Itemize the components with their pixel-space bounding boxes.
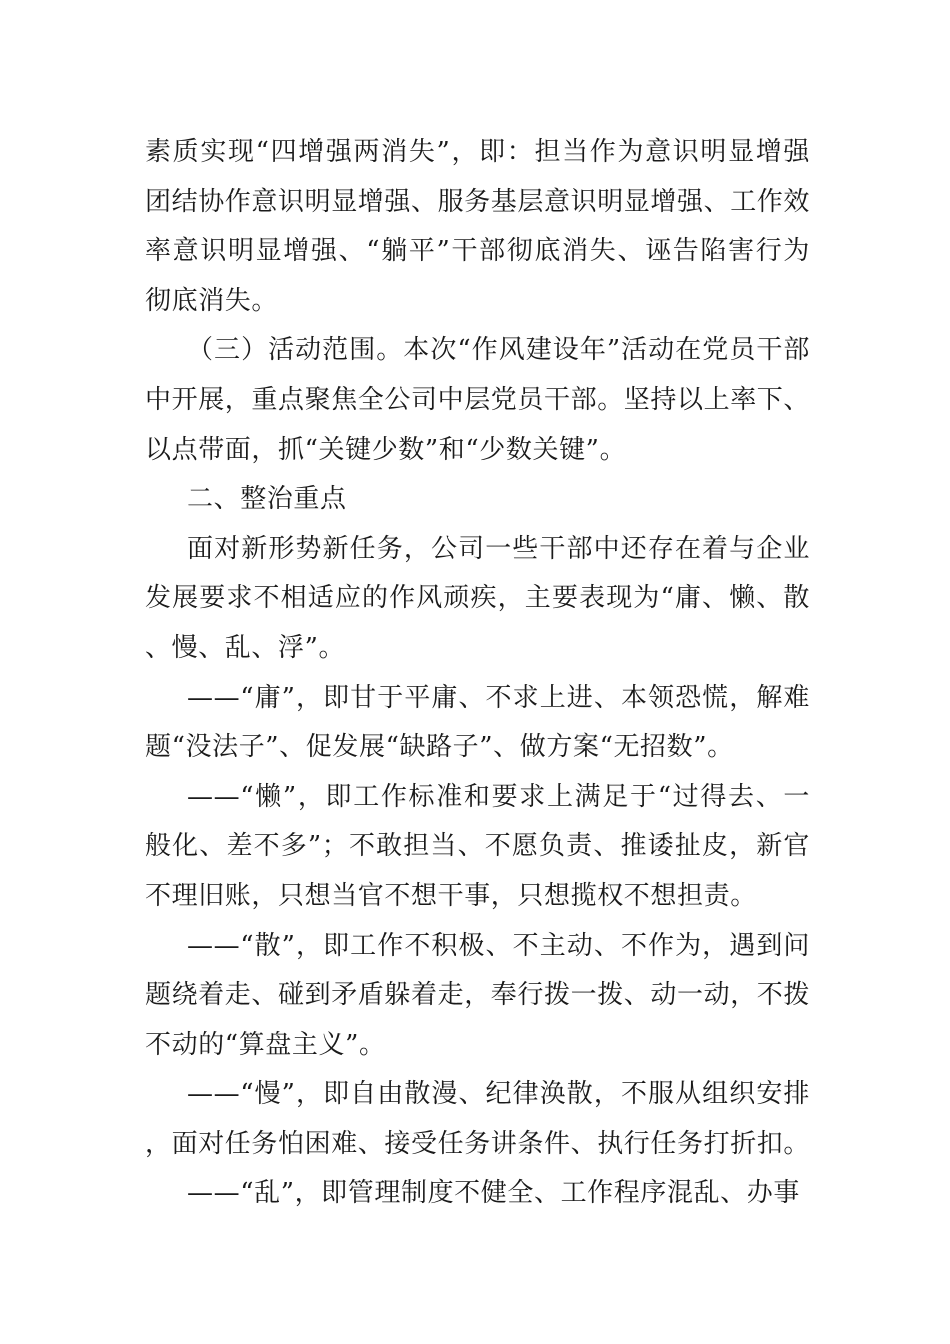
paragraph-lazy: ——“懒”，即工作标准和要求上满足于“过得去、一般化、差不多”；不敢担当、不愿负责、推诿扯皮，新官不理旧账，只想当官不想干事，只想揽权不想担责。 (145, 781, 810, 911)
paragraph-work-style-problems: 面对新形势新任务，公司一些干部中还存在着与企业发展要求不相适应的作风顽疾，主要表现为“庸、懒、散、慢、乱、浮”。 (145, 533, 810, 663)
paragraph-continued: 素质实现“四增强两消失”，即：担当作为意识明显增强团结协作意识明显增强、服务基层意识明显增强、工作效率意识明显增强、“躺平”干部彻底消失、诬告陷害行为彻底消失。 (145, 137, 811, 316)
paragraph-mediocre: ——“庸”，即甘于平庸、不求上进、本领恐慌，解难题“没法子”、促发展“缺路子”、做方案“无招数”。 (145, 682, 810, 763)
paragraph-chaotic: ——“乱”，即管理制度不健全、工作程序混乱、办事 (187, 1178, 800, 1209)
paragraph-loose: ——“散”，即工作不积极、不主动、不作为，遇到问题绕着走、碰到矛盾躲着走，奉行拨一拨、动一动，不拨不动的“算盘主义”。 (145, 930, 811, 1060)
paragraph-slow: ——“慢”，即自由散漫、纪律涣散，不服从组织安排，面对任务怕困难、接受任务讲条件、执行任务打折扣。 (145, 1079, 811, 1159)
paragraph-activity-scope: （三）活动范围。本次“作风建设年”活动在党员干部中开展，重点聚焦全公司中层党员干部。坚持以上率下、以点带面，抓“关键少数”和“少数关键”。 (145, 335, 811, 465)
section-heading-rectification-focus: 二、整治重点 (187, 484, 347, 515)
document-body (145, 128, 810, 1219)
